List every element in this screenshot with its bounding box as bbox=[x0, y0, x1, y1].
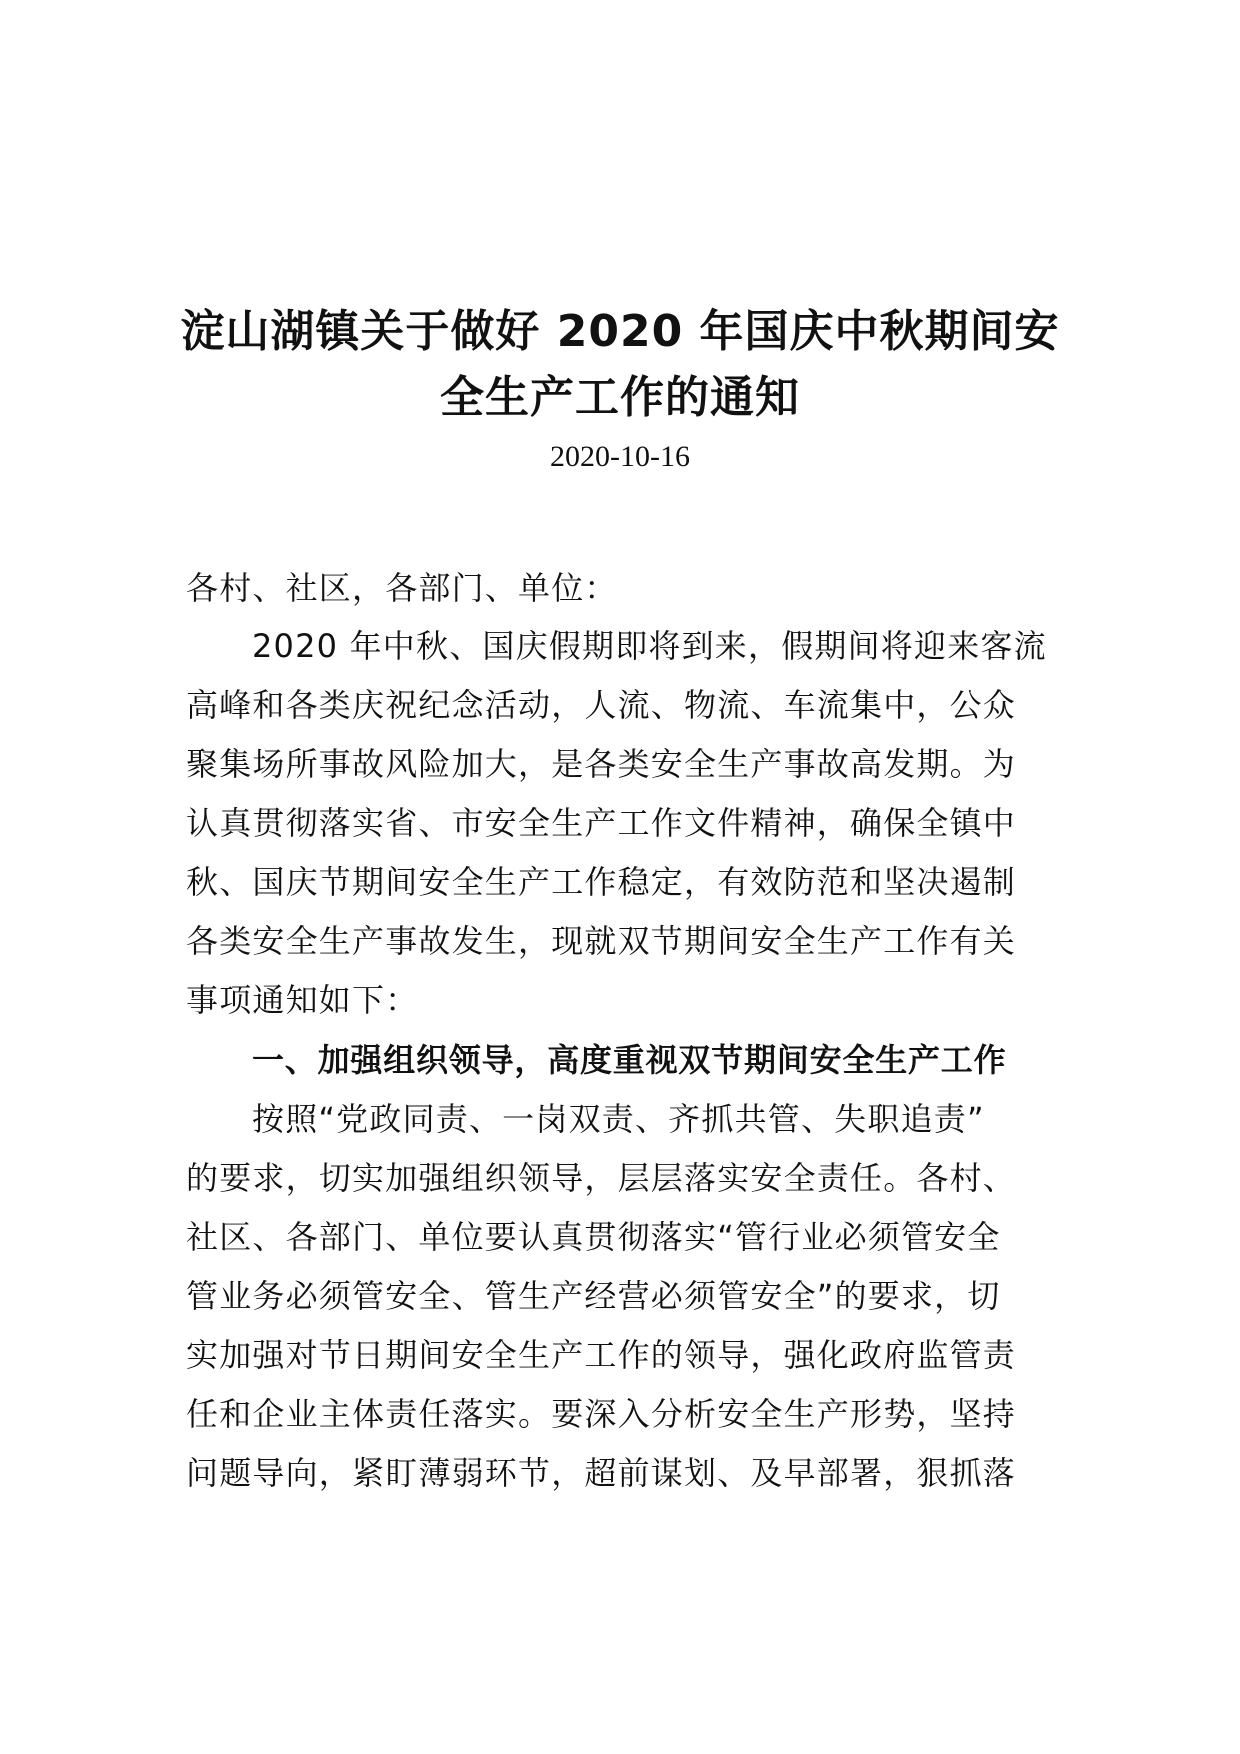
paragraph-2-line: 问题导向，紧盯薄弱环节，超前谋划、及早部署，狠抓落 bbox=[186, 1454, 1017, 1492]
paragraph-2-line: 任和企业主体责任落实。要深入分析安全生产形势，坚持 bbox=[186, 1395, 1017, 1433]
paragraph-1-line: 事项通知如下： bbox=[186, 981, 419, 1019]
document-date: 2020-10-16 bbox=[550, 440, 690, 473]
paragraph-1-line: 各类安全生产事故发生，现就双节期间安全生产工作有关 bbox=[186, 922, 1017, 960]
paragraph-1-line: 秋、国庆节期间安全生产工作稳定，有效防范和坚决遏制 bbox=[186, 863, 1017, 901]
paragraph-2-line: 按照“党政同责、一岗双责、齐抓共管、失职追责” bbox=[252, 1100, 985, 1138]
paragraph-2-line: 的要求，切实加强组织领导，层层落实安全责任。各村、 bbox=[186, 1159, 1017, 1197]
document-title-line-2: 全生产工作的通知 bbox=[440, 372, 800, 423]
paragraph-1-line: 2020 年中秋、国庆假期即将到来，假期间将迎来客流 bbox=[252, 627, 1047, 665]
paragraph-2-line: 管业务必须管安全、管生产经营必须管安全”的要求，切 bbox=[186, 1277, 1001, 1315]
document-title-line-1: 淀山湖镇关于做好 2020 年国庆中秋期间安 bbox=[180, 306, 1060, 357]
salutation: 各村、社区，各部门、单位： bbox=[186, 569, 618, 607]
section-heading-1: 一、加强组织领导，高度重视双节期间安全生产工作 bbox=[252, 1041, 1007, 1079]
paragraph-2-line: 社区、各部门、单位要认真贯彻落实“管行业必须管安全 bbox=[186, 1218, 1001, 1256]
paragraph-1-line: 认真贯彻落实省、市安全生产工作文件精神，确保全镇中 bbox=[186, 804, 1017, 842]
paragraph-2-line: 实加强对节日期间安全生产工作的领导，强化政府监管责 bbox=[186, 1336, 1017, 1374]
paragraph-1-line: 高峰和各类庆祝纪念活动，人流、物流、车流集中，公众 bbox=[186, 686, 1017, 724]
paragraph-1-line: 聚集场所事故风险加大，是各类安全生产事故高发期。为 bbox=[186, 745, 1017, 783]
